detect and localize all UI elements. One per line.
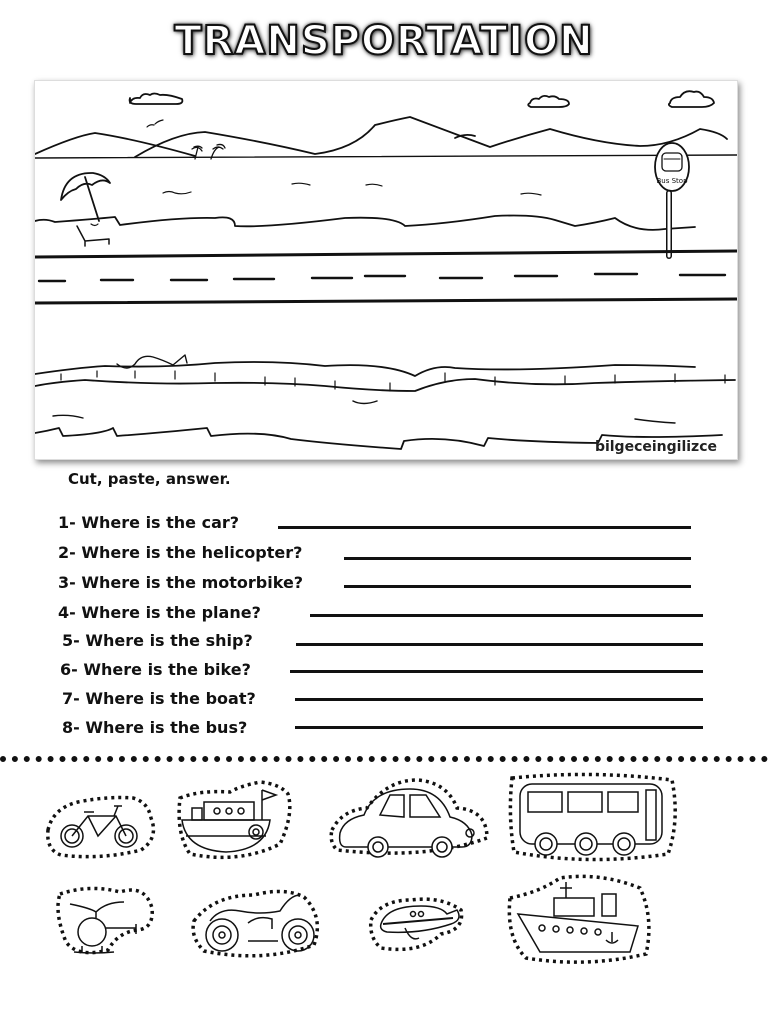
instructions: Cut, paste, answer. <box>68 470 231 488</box>
scene-picture <box>34 80 738 460</box>
question-4: 4- Where is the plane? <box>58 603 261 622</box>
answer-line-4[interactable] <box>310 614 703 617</box>
question-8: 8- Where is the bus? <box>62 718 248 737</box>
helicopter-cutout-icon[interactable] <box>52 882 162 964</box>
ship-cutout-icon[interactable] <box>502 870 658 966</box>
worksheet-title: TRANSPORTATION <box>174 18 594 64</box>
plane-cutout-icon[interactable] <box>365 892 467 954</box>
cloud-icon <box>130 91 714 107</box>
question-5: 5- Where is the ship? <box>62 631 253 650</box>
bike-cutout-icon[interactable] <box>40 790 160 865</box>
question-7: 7- Where is the boat? <box>62 689 256 708</box>
answer-line-1[interactable] <box>278 526 691 529</box>
answer-line-3[interactable] <box>344 585 691 588</box>
motorbike-cutout-icon[interactable] <box>188 885 328 965</box>
question-2: 2- Where is the helicopter? <box>58 543 303 562</box>
svg-text:Bus Stop: Bus Stop <box>656 177 688 185</box>
question-6: 6- Where is the bike? <box>60 660 251 679</box>
answer-line-5[interactable] <box>296 643 703 646</box>
cut-here-line <box>0 756 768 762</box>
watermark: bilgeceingilizce <box>594 439 717 455</box>
bus-stop-sign-icon <box>655 143 689 256</box>
answer-line-7[interactable] <box>295 698 703 701</box>
answer-line-6[interactable] <box>290 670 703 673</box>
answer-line-8[interactable] <box>295 726 703 729</box>
question-1: 1- Where is the car? <box>58 513 240 532</box>
question-3: 3- Where is the motorbike? <box>58 573 304 592</box>
answer-line-2[interactable] <box>344 557 691 560</box>
bus-cutout-icon[interactable] <box>506 770 678 865</box>
car-cutout-icon[interactable] <box>326 775 491 867</box>
boat-cutout-icon[interactable] <box>172 778 302 866</box>
